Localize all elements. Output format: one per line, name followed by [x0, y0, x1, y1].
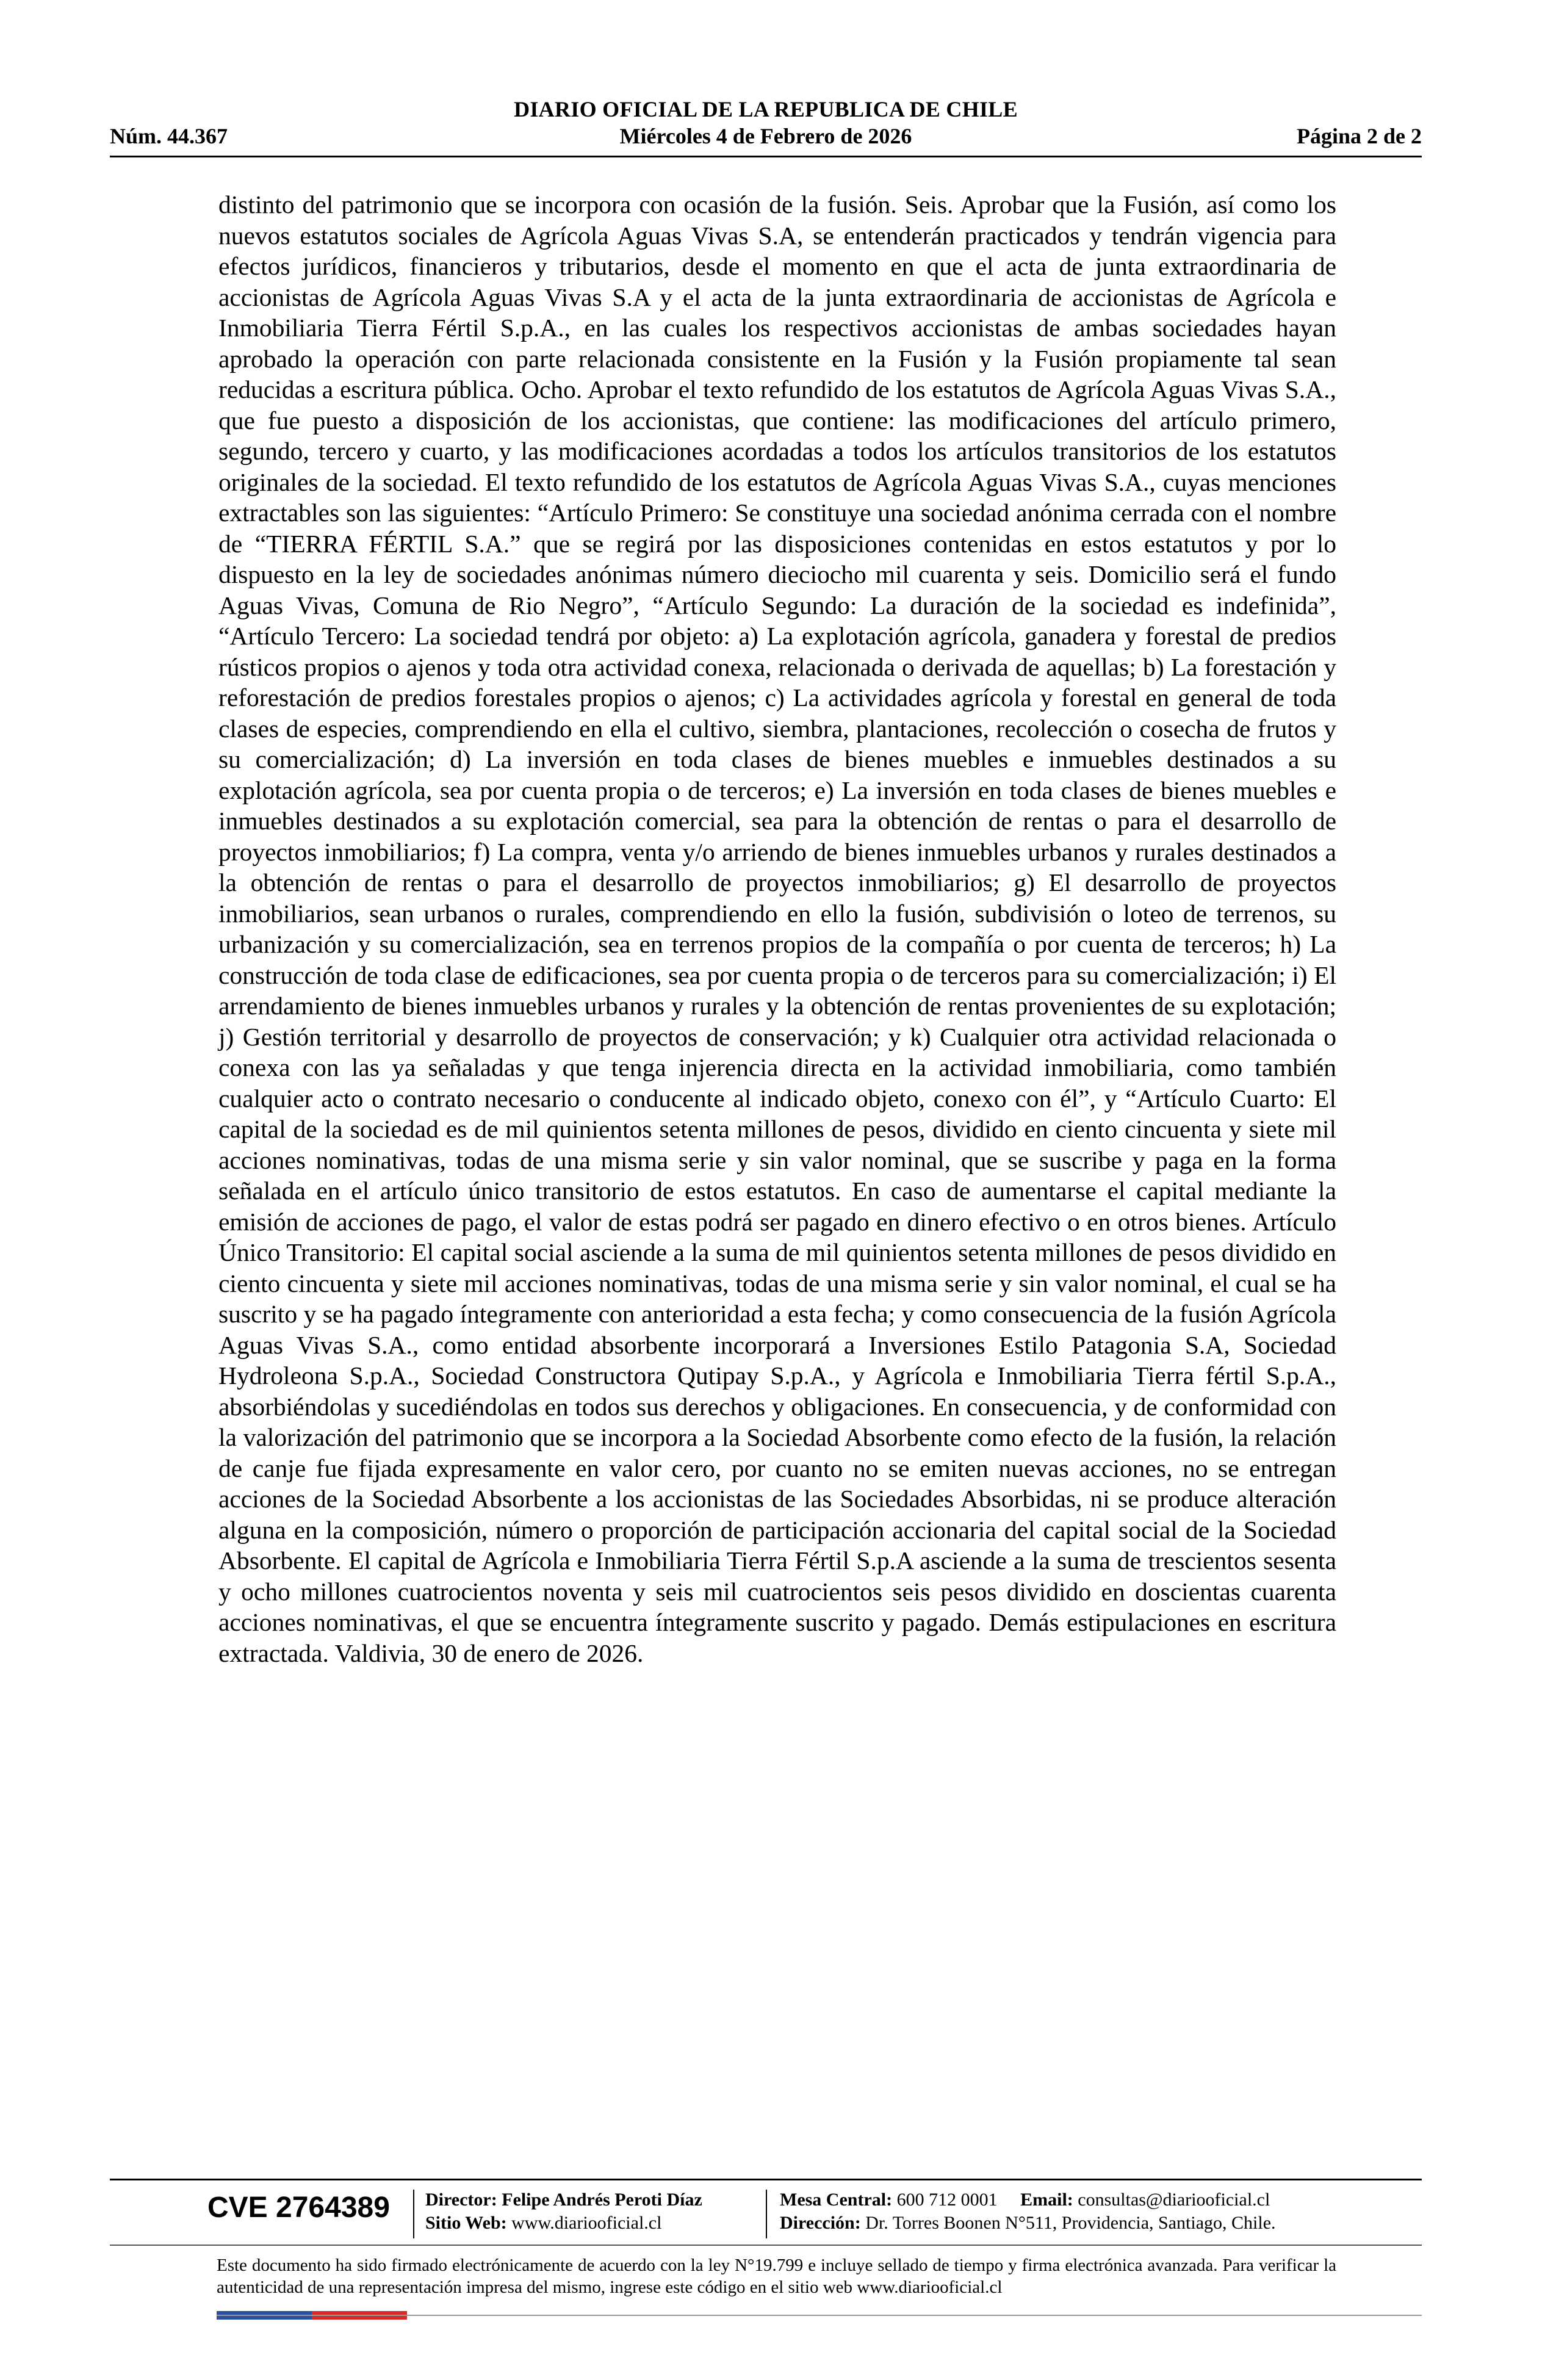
publication-title: DIARIO OFICIAL DE LA REPUBLICA DE CHILE	[514, 97, 1018, 121]
issue-number: Núm. 44.367	[110, 124, 228, 148]
signature-notice: Este documento ha sido firmado electrónicamente de acuerdo con la ley N°19.799 e incluye sellado de tiempo y firma electrónica avanzada. Para verificar la autenticidad de una representación impresa del mismo, ingrese este código en el sitio web www.diariooficial.cl	[217, 2256, 1336, 2297]
email-link[interactable]: consultas@diariooficial.cl	[1078, 2190, 1270, 2210]
page-header	[110, 92, 1422, 157]
director-name: Felipe Andrés Peroti Díaz	[502, 2190, 702, 2210]
email-label: Email:	[1020, 2190, 1073, 2210]
footer-divider-top	[110, 2179, 1422, 2180]
footer-contact-block	[780, 2188, 1276, 2235]
mesa-label: Mesa Central:	[780, 2190, 893, 2210]
page-indicator: Página 2 de 2	[1296, 124, 1422, 148]
footer-vertical-divider	[766, 2190, 767, 2238]
address-value: Dr. Torres Boonen N°511, Providencia, Santiago, Chile.	[865, 2213, 1276, 2233]
footer-divider-middle	[110, 2245, 1422, 2246]
footer-divider-bottom	[217, 2315, 1422, 2316]
address-label: Dirección:	[780, 2213, 861, 2233]
web-label: Sitio Web:	[425, 2213, 507, 2233]
footer-director-block	[425, 2188, 702, 2235]
mesa-phone: 600 712 0001	[896, 2190, 998, 2210]
footer-vertical-divider	[413, 2190, 414, 2238]
cve-code: CVE 2764389	[207, 2191, 390, 2224]
web-link[interactable]: www.diariooficial.cl	[511, 2213, 662, 2233]
issue-date: Miércoles 4 de Febrero de 2026	[619, 124, 912, 148]
director-label: Director:	[425, 2190, 497, 2210]
article-body: distinto del patrimonio que se incorpora con ocasión de la fusión. Seis. Aprobar que la Fusión, así como los nuevos estatutos sociales de Agrícola Aguas Vivas S.A, se entenderán practicados y tendrán vigencia para efectos jurídicos, financieros y tributarios, desde el momento en que el acta de junta extraordinaria de accionistas de Agrícola Aguas Vivas S.A y el acta de la junta extraordinaria de accionistas de Agrícola e Inmobiliaria Tierra Fértil S.p.A., en las cuales los respectivos accionistas de ambas sociedades hayan aprobado la operación con parte relacionada consistente en la Fusión y la Fusión propiamente tal sean reducidas a escritura pública. Ocho. Aprobar el texto refundido de los estatutos de Agrícola Aguas Vivas S.A., que fue puesto a disposición de los accionistas, que contiene: las modificaciones del artículo primero, segundo, tercero y cuarto, y las modificaciones acordadas a todos los artículos transitorios de los estatutos originales de la sociedad. El texto refundido de los estatutos de Agrícola Aguas Vivas S.A., cuyas menciones extractables son las siguientes: “Artículo Primero: Se constituye una sociedad anónima cerrada con el nombre de “TIERRA FÉRTIL S.A.” que se regirá por las disposiciones contenidas en estos estatutos y por lo dispuesto en la ley de sociedades anónimas número dieciocho mil cuarenta y seis. Domicilio será el fundo Aguas Vivas, Comuna de Rio Negro”, “Artículo Segundo: La duración de la sociedad es indefinida”, “Artículo Tercero: La sociedad tendrá por objeto: a) La explotación agrícola, ganadera y forestal de predios rústicos propios o ajenos y toda otra actividad conexa, relacionada o derivada de aquellas; b) La forestación y reforestación de predios forestales propios o ajenos; c) La actividades agrícola y forestal en general de toda clases de especies, comprendiendo en ella el cultivo, siembra, plantaciones, recolección o cosecha de frutos y su comercialización; d) La inversión en toda clases de bienes muebles e inmuebles destinados a su explotación agrícola, sea por cuenta propia o de terceros; e) La inversión en toda clases de bienes muebles e inmuebles destinados a su explotación comercial, sea para la obtención de rentas o para el desarrollo de proyectos inmobiliarios; f) La compra, venta y/o arriendo de bienes inmuebles urbanos y rurales destinados a la obtención de rentas o para el desarrollo de proyectos inmobiliarios; g) El desarrollo de proyectos inmobiliarios, sean urbanos o rurales, comprendiendo en ello la fusión, subdivisión o loteo de terrenos, su urbanización y su comercialización, sea en terrenos propios de la compañía o por cuenta de terceros; h) La construcción de toda clase de edificaciones, sea por cuenta propia o de terceros para su comercialización; i) El arrendamiento de bienes inmuebles urbanos y rurales y la obtención de rentas provenientes de su explotación; j) Gestión territorial y desarrollo de proyectos de conservación; y k) Cualquier otra actividad relacionada o conexa con las ya señaladas y que tenga injerencia directa en la actividad inmobiliaria, como también cualquier acto o contrato necesario o conducente al indicado objeto, conexo con él”, y “Artículo Cuarto: El capital de la sociedad es de mil quinientos setenta millones de pesos, dividido en ciento cincuenta y siete mil acciones nominativas, todas de una misma serie y sin valor nominal, que se suscribe y paga en la forma señalada en el artículo único transitorio de estos estatutos. En caso de aumentarse el capital mediante la emisión de acciones de pago, el valor de estas podrá ser pagado en dinero efectivo o en otros bienes. Artículo Único Transitorio: El capital social asciende a la suma de mil quinientos setenta millones de pesos dividido en ciento cincuenta y siete mil acciones nominativas, todas de una misma serie y sin valor nominal, el cual se ha suscrito y se ha pagado íntegramente con anterioridad a esta fecha; y como consecuencia de la fusión Agrícola Aguas Vivas S.A., como entidad absorbente incorporará a Inversiones Estilo Patagonia S.A, Sociedad Hydroleona S.p.A., Sociedad Constructora Qutipay S.p.A., y Agrícola e Inmobiliaria Tierra fértil S.p.A., absorbiéndolas y sucediéndolas en todos sus derechos y obligaciones. En consecuencia, y de conformidad con la valorización del patrimonio que se incorpora a la Sociedad Absorbente como efecto de la fusión, la relación de canje fue fijada expresamente en valor cero, por cuanto no se emiten nuevas acciones, no se entregan acciones de la Sociedad Absorbente a los accionistas de las Sociedades Absorbidas, ni se produce alteración alguna en la composición, número o proporción de participación accionaria del capital social de la Sociedad Absorbente. El capital de Agrícola e Inmobiliaria Tierra Fértil S.p.A asciende a la suma de trescientos sesenta y ocho millones cuatrocientos noventa y seis mil cuatrocientos seis pesos dividido en doscientas cuarenta acciones nominativas, el que se encuentra íntegramente suscrito y pagado. Demás estipulaciones en escritura extractada. Valdivia, 30 de enero de 2026.	[218, 190, 1336, 1667]
